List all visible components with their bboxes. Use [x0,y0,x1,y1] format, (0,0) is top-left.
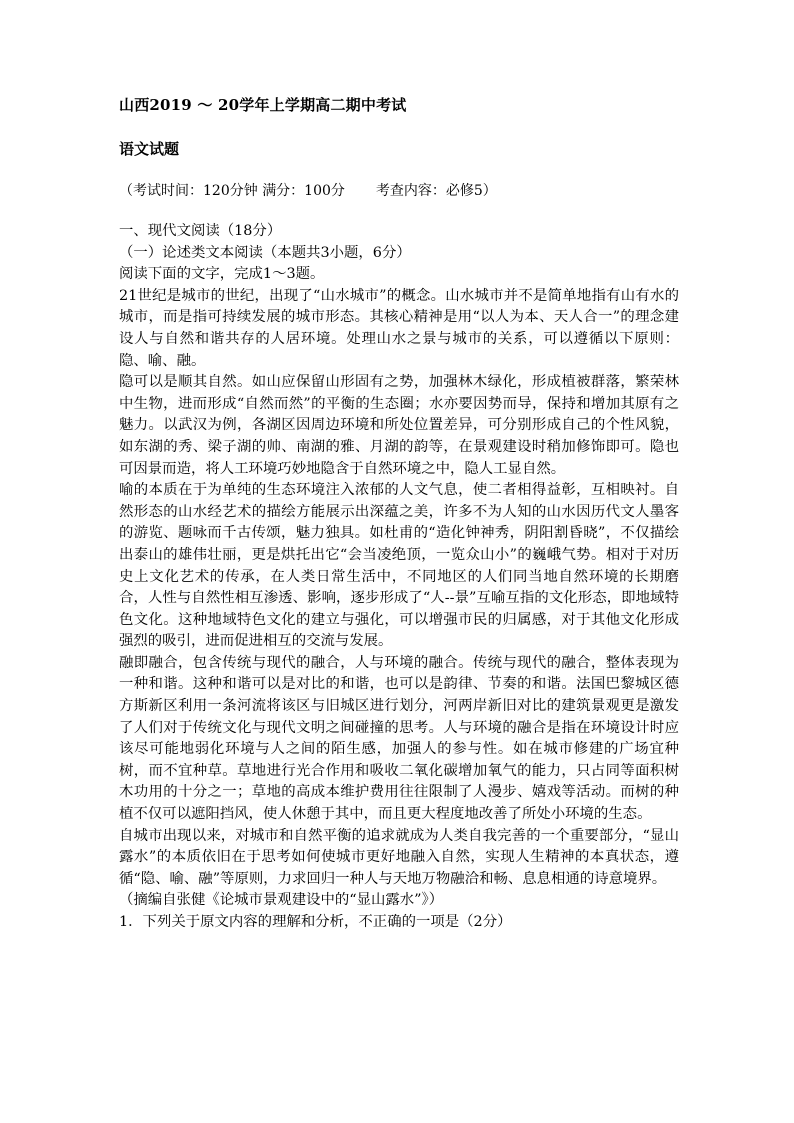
passage-paragraph: 隐可以是顺其自然。如山应保留山形固有之势，加强林木绿化，形成植被群落，繁荣林中生物，进而形成“自然而然”的平衡的生态圈；水亦要因势而导，保持和增加其原有之魅力。以武汉为例，各湖区因周边环境和所处位置差异，可分别形成自己的个性风貌，如东湖的秀、梁子湖的帅、南湖的雅、月湖的韵等，在景观建设时稍加修饰即可。隐也可因景而造，将人工环境巧妙地隐含于自然环境之中，隐人工显自然。 [119,374,679,477]
passage-paragraph: 融即融合，包含传统与现代的融合，人与环境的融合。传统与现代的融合，整体表现为一种和谐。这种和谐可以是对比的和谐，也可以是韵律、节奏的和谐。法国巴黎城区德方斯新区利用一条河流将该区与旧城区进行划分，河两岸新旧对比的建筑景观更是激发了人们对于传统文化与现代文明之间碰撞的思考。人与环境的融合是指在环境设计时应该尽可能地弱化环境与人之间的陌生感，加强人的参与性。如在城市修建的广场宜种树，而不宜种草。草地进行光合作用和吸收二氧化碳增加氧气的能力，只占同等面积树木功用的十分之一；草地的高成本维护费用往往限制了人漫步、嬉戏等活动。而树的种植不仅可以遮阳挡风，使人休憩于其中，而且更大程度地改善了所处小环境的生态。 [119,654,679,823]
exam-subtitle: 语文试题 [119,140,180,158]
passage-source: （摘编自张健《论城市景观建设中的“显山露水”》） [119,892,444,909]
reading-instruction: 阅读下面的文字，完成1～3题。 [119,266,325,283]
exam-title: 山西2019 ～ 20学年上学期高二期中考试 [119,96,407,114]
main-content [119,221,679,934]
question-1: 1．下列关于原文内容的理解和分析，不正确的一项是（2分） [119,914,512,930]
section-subheading: （一）论述类文本阅读（本题共3小题，6分） [119,244,411,261]
exam-time: （考试时间：120分钟 [119,183,258,199]
section-heading: 一、现代文阅读（18分） [119,223,282,239]
exam-info [119,180,497,200]
passage-paragraph: 自城市出现以来，对城市和自然平衡的追求就成为人类自我完善的一个重要部分，“显山露水”的本质依旧在于思考如何使城市更好地融入自然，实现人生精神的本真状态，遵循“隐、喻、融”等原则，力求回归一种人与天地万物融洽和畅、息息相通的诗意境界。 [119,827,679,887]
exam-score: 满分：100分 [262,183,345,199]
passage-paragraph: 喻的本质在于为单纯的生态环境注入浓郁的人文气息，使二者相得益彰，互相映衬。自然形态的山水经艺术的描绘方能展示出深蕴之美，许多不为人知的山水因历代文人墨客的游览、题咏而千古传颂，魅力独具。如杜甫的“造化钟神秀，阴阳割昏晓”，不仅描绘出泰山的雄伟壮丽，更是烘托出它“会当凌绝顶，一览众山小”的巍峨气势。相对于对历史上文化艺术的传承，在人类日常生活中，不同地区的人们同当地自然环境的长期磨合，人性与自然性相互渗透、影响，逐步形成了“人--景”互喻互指的文化形态，即地域特色文化。这种地域特色文化的建立与强化，可以增强市民的归属感，对于其他文化形成强烈的吸引，进而促进相互的交流与发展。 [119,482,679,650]
exam-scope: 考查内容：必修5） [375,183,497,199]
passage-paragraph: 21世纪是城市的世纪，出现了“山水城市”的概念。山水城市并不是简单地指有山有水的城市，而是指可持续发展的城市形态。其核心精神是用“以人为本、天人合一”的理念建设人与自然和谐共存的人居环境。处理山水之景与城市的关系，可以遵循以下原则：隐、喻、融。 [119,287,679,369]
